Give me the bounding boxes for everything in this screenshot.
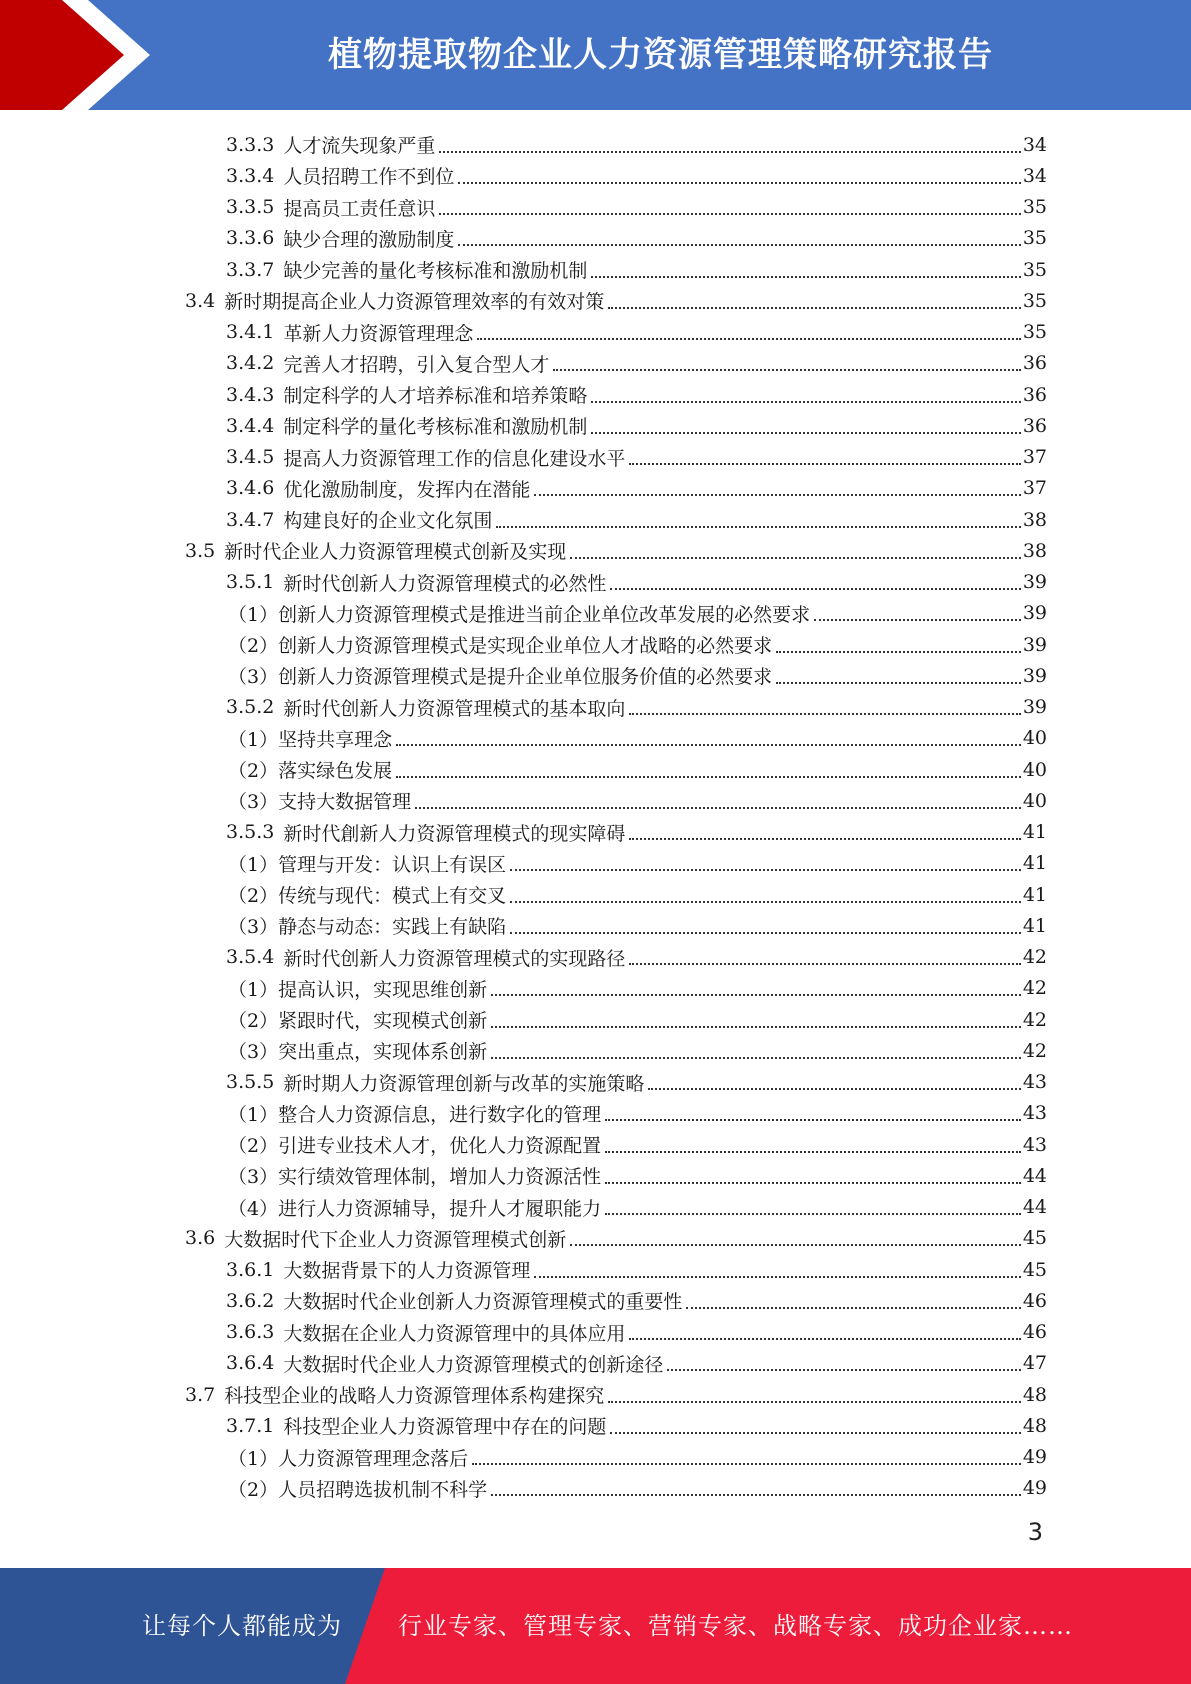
toc-entry-title: （4）进行人力资源辅导，提升人才履职能力 bbox=[228, 1197, 602, 1220]
toc-dot-leader bbox=[814, 619, 1021, 621]
toc-entry[interactable] bbox=[226, 317, 1047, 348]
toc-entry-title: 大数据时代企业人力资源管理模式的创新途径 bbox=[283, 1353, 664, 1376]
toc-entry-title: 科技型企业人力资源管理中存在的问题 bbox=[283, 1416, 607, 1439]
toc-entry-title: （2）创新人力资源管理模式是实现企业单位人才战略的必然要求 bbox=[228, 635, 773, 657]
toc-dot-leader bbox=[415, 807, 1021, 809]
toc-entry-number: 3.6.1 bbox=[226, 1258, 275, 1281]
toc-entry-page: 40 bbox=[1022, 789, 1047, 812]
toc-entry-title: 大数据时代下企业人力资源管理模式创新 bbox=[224, 1228, 567, 1251]
toc-entry-title: 制定科学的量化考核标准和激励机制 bbox=[283, 416, 588, 439]
toc-entry-page: 49 bbox=[1022, 1477, 1047, 1500]
toc-dot-leader bbox=[610, 588, 1020, 590]
toc-dot-leader bbox=[491, 1026, 1021, 1028]
toc-entry-title: 提高人力资源管理工作的信息化建设水平 bbox=[283, 447, 626, 470]
toc-entry-title: 提高员工责任意识 bbox=[283, 197, 436, 220]
toc-entry-page: 41 bbox=[1022, 852, 1047, 875]
toc-dot-leader bbox=[439, 213, 1020, 215]
toc-entry-page: 44 bbox=[1022, 1196, 1047, 1218]
toc-dot-leader bbox=[629, 713, 1020, 715]
toc-entry-page: 35 bbox=[1022, 227, 1047, 250]
toc-entry-page: 38 bbox=[1022, 539, 1047, 562]
toc-dot-leader bbox=[534, 1276, 1020, 1278]
toc-entry[interactable] bbox=[228, 1129, 1047, 1160]
toc-entry-title: 大数据在企业人力资源管理中的具体应用 bbox=[283, 1322, 626, 1345]
toc-entry-number: 3.4.1 bbox=[226, 321, 275, 343]
toc-dot-leader bbox=[776, 651, 1021, 653]
toc-entry[interactable] bbox=[228, 1004, 1047, 1035]
toc-entry[interactable] bbox=[226, 379, 1047, 410]
toc-entry-title: （2）引进专业技术人才，优化人力资源配置 bbox=[228, 1135, 602, 1157]
toc-entry-title: 缺少合理的激励制度 bbox=[283, 228, 455, 251]
toc-dot-leader bbox=[496, 526, 1020, 528]
toc-dot-leader bbox=[491, 1057, 1021, 1059]
toc-entry[interactable] bbox=[185, 535, 1047, 566]
toc-entry-number: 3.5.1 bbox=[226, 571, 275, 593]
toc-entry[interactable] bbox=[228, 1473, 1047, 1504]
toc-entry-page: 49 bbox=[1022, 1446, 1047, 1468]
toc-entry[interactable] bbox=[226, 1317, 1047, 1348]
toc-dot-leader bbox=[667, 1369, 1020, 1371]
toc-entry[interactable] bbox=[226, 692, 1047, 723]
toc-entry-number: 3.3.4 bbox=[226, 164, 275, 187]
toc-entry-page: 39 bbox=[1022, 571, 1047, 593]
toc-entry[interactable] bbox=[226, 1348, 1047, 1379]
toc-entry[interactable] bbox=[226, 192, 1047, 223]
toc-entry[interactable] bbox=[226, 817, 1047, 848]
toc-entry-title: 大数据时代企业创新人力资源管理模式的重要性 bbox=[283, 1291, 683, 1314]
page-number: 3 bbox=[1027, 1518, 1043, 1546]
toc-entry-page: 36 bbox=[1022, 414, 1047, 437]
toc-entry[interactable] bbox=[226, 129, 1047, 160]
toc-entry-number: 3.3.7 bbox=[226, 258, 275, 281]
toc-dot-leader bbox=[472, 1463, 1021, 1465]
toc-entry-page: 37 bbox=[1022, 446, 1047, 468]
toc-entry[interactable] bbox=[226, 473, 1047, 504]
toc-dot-leader bbox=[608, 1401, 1021, 1403]
toc-entry-title: 人才流失现象严重 bbox=[283, 135, 436, 157]
toc-dot-leader bbox=[591, 401, 1020, 403]
toc-dot-leader bbox=[629, 1338, 1020, 1340]
toc-entry-title: 大数据背景下的人力资源管理 bbox=[283, 1260, 531, 1282]
toc-entry[interactable] bbox=[226, 1410, 1047, 1441]
toc-entry-number: 3.3.6 bbox=[226, 227, 275, 250]
toc-entry-page: 45 bbox=[1022, 1258, 1047, 1281]
toc-entry-page: 34 bbox=[1022, 133, 1047, 156]
toc-dot-leader bbox=[458, 244, 1020, 246]
toc-entry-page: 42 bbox=[1022, 977, 1047, 1000]
toc-entry-number: 3.6.2 bbox=[226, 1289, 275, 1312]
toc-entry-title: （2）紧跟时代，实现模式创新 bbox=[228, 1010, 488, 1032]
toc-entry-page: 36 bbox=[1022, 383, 1047, 406]
toc-entry-number: 3.4 bbox=[185, 289, 216, 312]
toc-entry-title: 新时期人力资源管理创新与改革的实施策略 bbox=[283, 1072, 645, 1095]
toc-dot-leader bbox=[396, 744, 1021, 746]
toc-entry-number: 3.5.3 bbox=[226, 821, 275, 843]
toc-dot-leader bbox=[605, 1151, 1021, 1153]
toc-entry-number: 3.7 bbox=[185, 1383, 216, 1406]
toc-entry[interactable] bbox=[228, 723, 1047, 754]
toc-entry-number: 3.4.2 bbox=[226, 352, 275, 375]
toc-dot-leader bbox=[629, 838, 1020, 840]
toc-entry[interactable] bbox=[228, 848, 1047, 879]
toc-dot-leader bbox=[510, 869, 1021, 871]
toc-entry-page: 41 bbox=[1022, 821, 1047, 843]
toc-entry-page: 35 bbox=[1022, 289, 1047, 312]
toc-dot-leader bbox=[510, 901, 1021, 903]
toc-entry[interactable] bbox=[228, 910, 1047, 941]
toc-entry[interactable] bbox=[228, 1160, 1047, 1191]
toc-entry-title: （1）人力资源管理理念落后 bbox=[228, 1447, 469, 1470]
footer-slogan-left: 让每个人都能成为 bbox=[142, 1612, 342, 1640]
toc-entry-page: 39 bbox=[1022, 602, 1047, 625]
toc-entry[interactable] bbox=[226, 223, 1047, 254]
toc-entry-number: 3.6.3 bbox=[226, 1321, 275, 1343]
toc-entry-number: 3.5.5 bbox=[226, 1071, 275, 1093]
toc-dot-leader bbox=[458, 182, 1020, 184]
toc-entry-title: 新时代创新人力资源管理模式的基本取向 bbox=[283, 697, 626, 720]
toc-entry[interactable] bbox=[228, 785, 1047, 816]
toc-dot-leader bbox=[610, 1432, 1020, 1434]
toc-dot-leader bbox=[591, 432, 1020, 434]
footer-banner bbox=[0, 1568, 1191, 1684]
toc-entry-number: 3.5.2 bbox=[226, 696, 275, 718]
toc-entry[interactable] bbox=[185, 285, 1047, 316]
toc-entry-page: 40 bbox=[1022, 727, 1047, 750]
toc-entry-page: 35 bbox=[1022, 321, 1047, 343]
toc-entry-page: 43 bbox=[1022, 1071, 1047, 1093]
toc-entry-number: 3.4.5 bbox=[226, 446, 275, 468]
toc-entry-title: 人员招聘工作不到位 bbox=[283, 166, 455, 189]
toc-entry-page: 46 bbox=[1022, 1289, 1047, 1312]
toc-entry[interactable] bbox=[185, 1379, 1047, 1410]
toc-entry-number: 3.4.3 bbox=[226, 383, 275, 406]
toc-entry-title: 新时代企业人力资源管理模式创新及实现 bbox=[224, 541, 567, 564]
toc-entry-title: 新时代创新人力资源管理模式的实现路径 bbox=[283, 947, 626, 970]
toc-entry[interactable] bbox=[226, 1067, 1047, 1098]
toc-entry[interactable] bbox=[228, 660, 1047, 691]
toc-entry-title: （3）支持大数据管理 bbox=[228, 791, 412, 814]
toc-dot-leader bbox=[534, 494, 1020, 496]
toc-entry[interactable] bbox=[228, 1442, 1047, 1473]
toc-dot-leader bbox=[629, 463, 1020, 465]
toc-dot-leader bbox=[605, 1119, 1021, 1121]
toc-entry-page: 47 bbox=[1022, 1352, 1047, 1375]
toc-entry-title: （1）管理与开发：认识上有误区 bbox=[228, 853, 507, 876]
toc-entry[interactable] bbox=[228, 1035, 1047, 1066]
toc-dot-leader bbox=[591, 276, 1020, 278]
toc-entry-title: （3）实行绩效管理体制，增加人力资源活性 bbox=[228, 1166, 602, 1189]
toc-entry[interactable] bbox=[226, 1285, 1047, 1316]
toc-entry-number: 3.6.4 bbox=[226, 1352, 275, 1375]
toc-entry[interactable] bbox=[226, 254, 1047, 285]
toc-entry[interactable] bbox=[226, 348, 1047, 379]
toc-dot-leader bbox=[510, 932, 1021, 934]
toc-entry[interactable] bbox=[226, 942, 1047, 973]
toc-entry-title: 优化激励制度，发挥内在潜能 bbox=[283, 478, 531, 501]
toc-entry-number: 3.3.3 bbox=[226, 133, 275, 156]
toc-entry-title: 制定科学的人才培养标准和培养策略 bbox=[283, 385, 588, 407]
toc-dot-leader bbox=[553, 369, 1020, 371]
toc-entry-page: 35 bbox=[1022, 196, 1047, 218]
toc-entry[interactable] bbox=[185, 1223, 1047, 1254]
toc-entry-page: 41 bbox=[1022, 883, 1047, 906]
toc-dot-leader bbox=[776, 682, 1021, 684]
toc-entry-number: 3.4.6 bbox=[226, 477, 275, 500]
toc-dot-leader bbox=[477, 338, 1020, 340]
toc-entry[interactable] bbox=[226, 504, 1047, 535]
toc-entry-page: 41 bbox=[1022, 914, 1047, 937]
toc-entry-title: 新时代創新人力资源管理模式的现实障碍 bbox=[283, 822, 626, 845]
toc-entry[interactable] bbox=[228, 1098, 1047, 1129]
toc-entry-page: 37 bbox=[1022, 477, 1047, 500]
toc-entry[interactable] bbox=[228, 629, 1047, 660]
toc-dot-leader bbox=[570, 557, 1021, 559]
toc-entry-number: 3.5 bbox=[185, 539, 216, 562]
toc-entry-page: 44 bbox=[1022, 1164, 1047, 1187]
toc-dot-leader bbox=[491, 994, 1021, 996]
toc-entry-title: （1）提高认识，实现思维创新 bbox=[228, 978, 488, 1001]
toc-entry-number: 3.7.1 bbox=[226, 1414, 275, 1437]
toc-entry-page: 46 bbox=[1022, 1321, 1047, 1343]
toc-entry[interactable] bbox=[226, 567, 1047, 598]
toc-entry-title: 新时期提高企业人力资源管理效率的有效对策 bbox=[224, 291, 605, 314]
toc-entry-page: 42 bbox=[1022, 1008, 1047, 1031]
toc-entry-page: 35 bbox=[1022, 258, 1047, 281]
toc-entry[interactable] bbox=[228, 598, 1047, 629]
toc-entry-page: 42 bbox=[1022, 946, 1047, 968]
toc-entry-page: 40 bbox=[1022, 758, 1047, 781]
toc-entry-title: 科技型企业的战略人力资源管理体系构建探究 bbox=[224, 1385, 605, 1407]
toc-entry[interactable] bbox=[226, 1254, 1047, 1285]
report-title: 植物提取物企业人力资源管理策略研究报告 bbox=[328, 35, 993, 75]
toc-entry-number: 3.3.5 bbox=[226, 196, 275, 218]
toc-entry[interactable] bbox=[228, 754, 1047, 785]
toc-entry-number: 3.4.4 bbox=[226, 414, 275, 437]
toc-entry[interactable] bbox=[228, 879, 1047, 910]
toc-dot-leader bbox=[570, 1244, 1021, 1246]
toc-entry-title: （3）突出重点，实现体系创新 bbox=[228, 1041, 488, 1064]
toc-entry-title: 新时代创新人力资源管理模式的必然性 bbox=[283, 572, 607, 595]
toc-entry-title: （1）整合人力资源信息，进行数字化的管理 bbox=[228, 1103, 602, 1126]
toc-entry-title: （1）坚持共享理念 bbox=[228, 728, 393, 751]
toc-dot-leader bbox=[396, 776, 1021, 778]
report-header bbox=[0, 0, 1191, 110]
toc-dot-leader bbox=[605, 1182, 1021, 1184]
toc-dot-leader bbox=[491, 1494, 1021, 1496]
toc-entry-title: 构建良好的企业文化氛围 bbox=[283, 510, 493, 532]
toc-entry-title: 完善人才招聘，引入复合型人才 bbox=[283, 353, 550, 376]
toc-entry-title: （2）落实绿色发展 bbox=[228, 760, 393, 782]
footer-slogan-right: 行业专家、管理专家、营销专家、战略专家、成功企业家…… bbox=[398, 1612, 1073, 1640]
toc-dot-leader bbox=[439, 151, 1020, 153]
toc-entry-page: 48 bbox=[1022, 1383, 1047, 1406]
toc-entry-page: 38 bbox=[1022, 508, 1047, 531]
toc-dot-leader bbox=[608, 307, 1021, 309]
toc-entry-page: 36 bbox=[1022, 352, 1047, 375]
toc-entry[interactable] bbox=[226, 160, 1047, 191]
toc-entry-title: 缺少完善的量化考核标准和激励机制 bbox=[283, 260, 588, 282]
toc-entry-number: 3.6 bbox=[185, 1227, 216, 1250]
toc-entry-title: （2）传统与现代：模式上有交叉 bbox=[228, 885, 507, 907]
toc-entry-title: （3）创新人力资源管理模式是提升企业单位服务价值的必然要求 bbox=[228, 666, 773, 689]
toc-entry-page: 34 bbox=[1022, 164, 1047, 187]
toc-entry-page: 48 bbox=[1022, 1414, 1047, 1437]
toc-entry-page: 39 bbox=[1022, 696, 1047, 718]
toc-entry-page: 43 bbox=[1022, 1133, 1047, 1156]
toc-entry-title: 革新人力资源管理理念 bbox=[283, 322, 474, 345]
toc-entry-number: 3.5.4 bbox=[226, 946, 275, 968]
toc-entry-title: （1）创新人力资源管理模式是推进当前企业单位改革发展的必然要求 bbox=[228, 603, 811, 626]
toc-entry-page: 39 bbox=[1022, 664, 1047, 687]
toc-entry-title: （2）人员招聘选拔机制不科学 bbox=[228, 1478, 488, 1501]
toc-entry-number: 3.4.7 bbox=[226, 508, 275, 531]
toc-entry[interactable] bbox=[226, 442, 1047, 473]
toc-dot-leader bbox=[629, 963, 1020, 965]
toc-entry[interactable] bbox=[226, 410, 1047, 441]
toc-entry-page: 43 bbox=[1022, 1102, 1047, 1125]
toc-dot-leader bbox=[648, 1088, 1020, 1090]
toc-entry-page: 42 bbox=[1022, 1039, 1047, 1062]
toc-entry[interactable] bbox=[228, 973, 1047, 1004]
toc-entry-title: （3）静态与动态：实践上有缺陷 bbox=[228, 916, 507, 939]
toc-entry[interactable] bbox=[228, 1192, 1047, 1223]
toc-dot-leader bbox=[686, 1307, 1020, 1309]
toc-entry-page: 45 bbox=[1022, 1227, 1047, 1250]
toc-entry-page: 39 bbox=[1022, 633, 1047, 656]
toc-dot-leader bbox=[605, 1213, 1021, 1215]
